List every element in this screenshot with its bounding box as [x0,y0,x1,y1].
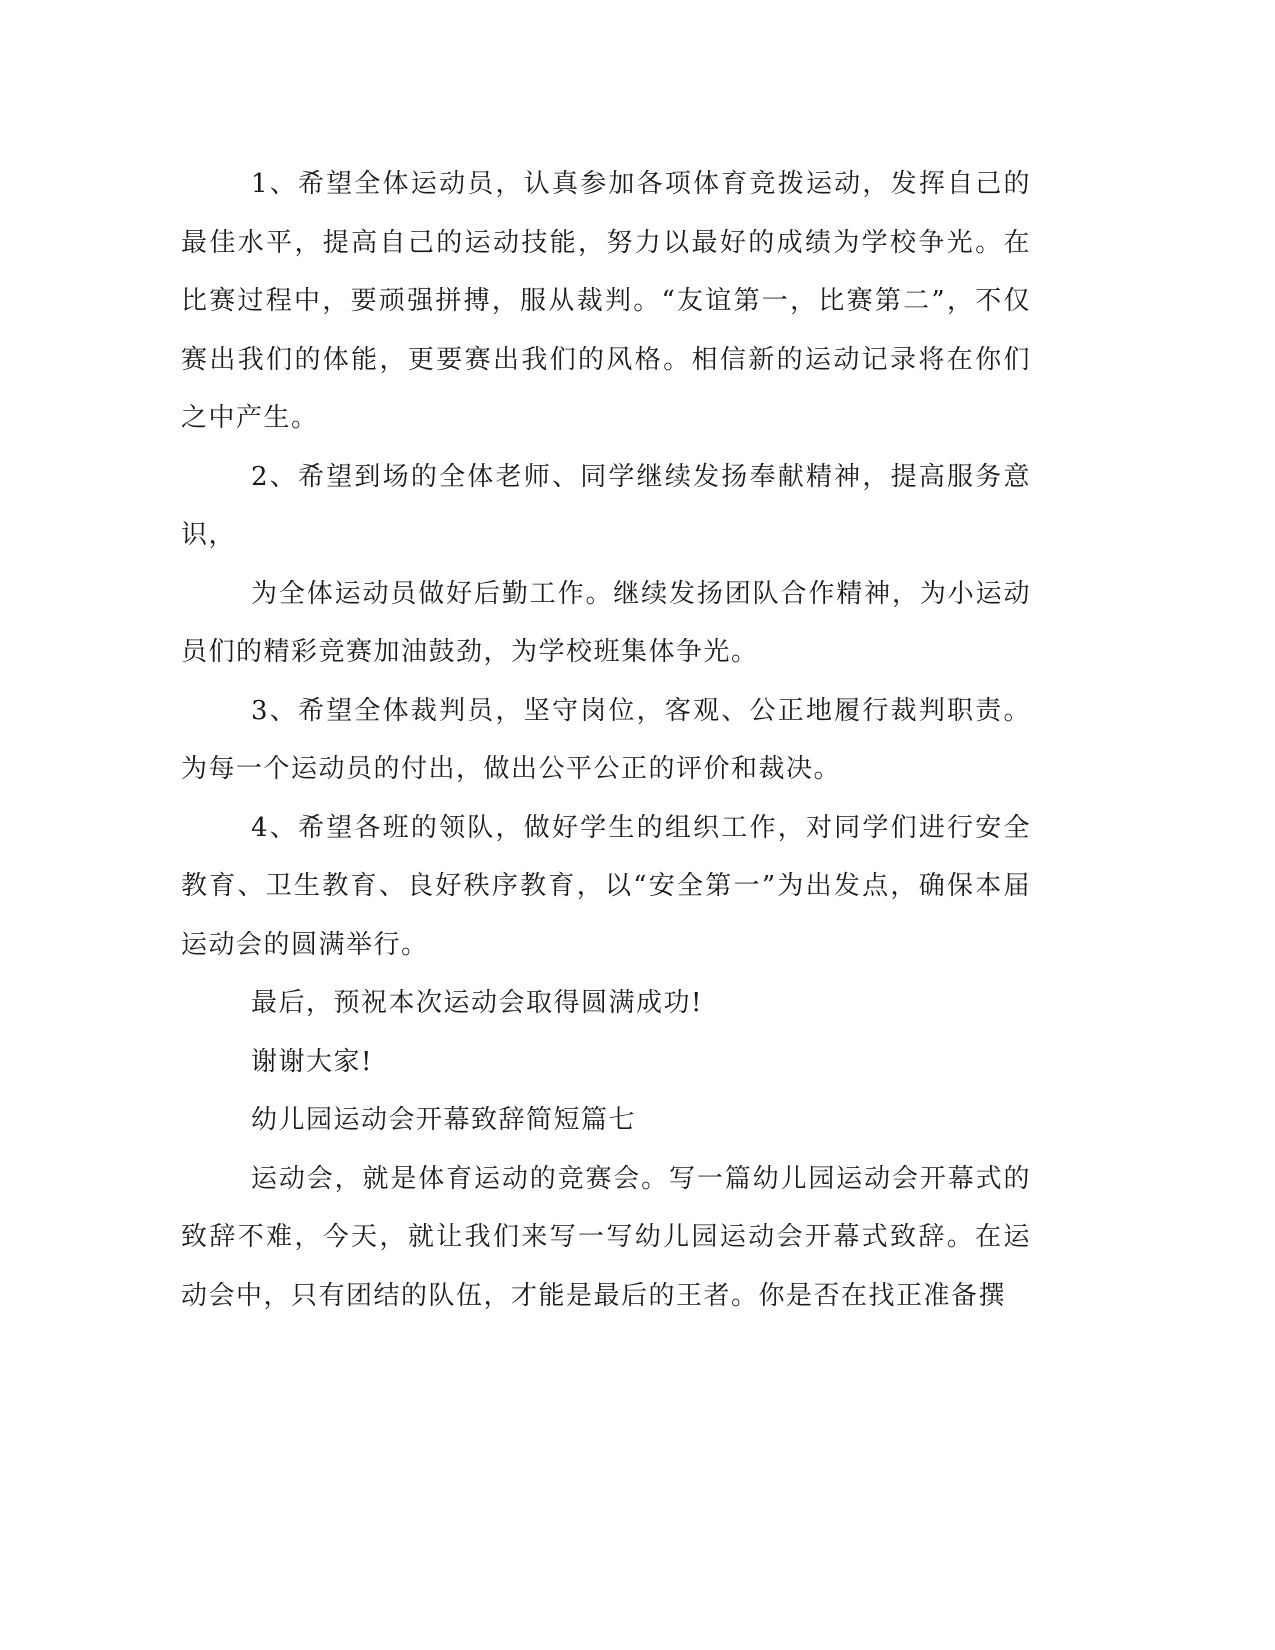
paragraph-athletes-hope: 1、希望全体运动员，认真参加各项体育竞拨运动，发挥自己的最佳水平，提高自己的运动技能，努力以最好的成绩为学校争光。在比赛过程中，要顽强拼搏，服从裁判。“友谊第一，比赛第二”，不仅赛出我们的体能，更要赛出我们的风格。相信新的运动记录将在你们之中产生。 [181,169,1031,433]
paragraph-teachers-hope: 2、希望到场的全体老师、同学继续发扬奉献精神，提高服务意识， [181,461,1031,550]
paragraph-referees-hope: 3、希望全体裁判员，坚守岗位，客观、公正地履行裁判职责。为每一个运动员的付出，做出公平公正的评价和裁决。 [181,695,1031,784]
paragraph-closing-wish: 最后，预祝本次运动会取得圆满成功! [251,988,703,1018]
paragraph-thanks: 谢谢大家! [251,1046,373,1077]
document-body [181,155,1031,1325]
paragraph-team-leaders-hope: 4、希望各班的领队，做好学生的组织工作，对同学们进行安全教育、卫生教育、良好秩序教育，以“安全第一”为出发点，确保本届运动会的圆满举行。 [181,812,1031,960]
paragraph-logistics-support: 为全体运动员做好后勤工作。继续发扬团队合作精神，为小运动员们的精彩竞赛加油鼓劲，为学校班集体争光。 [181,578,1031,667]
section-heading: 幼儿园运动会开幕致辞简短篇七 [251,1105,637,1135]
paragraph-intro: 运动会，就是体育运动的竞赛会。写一篇幼儿园运动会开幕式的致辞不难，今天，就让我们来写一写幼儿园运动会开幕式致辞。在运动会中，只有团结的队伍，才能是最后的王者。你是否在找正准备撰 [181,1163,1031,1311]
